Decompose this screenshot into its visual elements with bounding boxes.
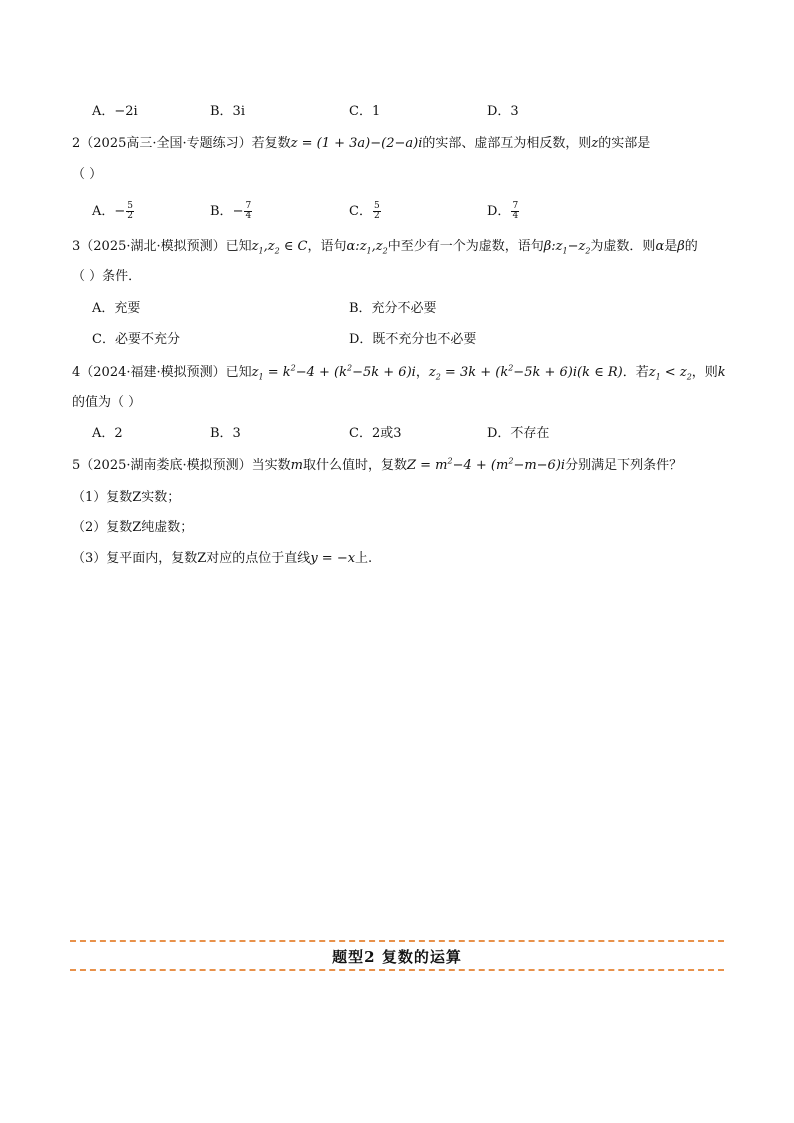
q3-text: 是: [664, 239, 678, 254]
q4-text: ，则: [691, 365, 718, 380]
q2-option-b: [210, 202, 253, 221]
q4-text: ．若: [622, 365, 649, 380]
q4-formula-ineq: $z_1 < z_2$: [648, 365, 692, 382]
q2-option-d: [487, 202, 520, 221]
q3-text: ，语句: [307, 239, 347, 254]
numerator: 7: [245, 201, 252, 211]
q4-option-b: B．3: [210, 426, 241, 441]
q4-stem: 4（2024·福建·模拟预测）已知$z_1 = k^2-4 + (k^2-5k + 6)i$，$z_2 = 3k + (k^2-5k + 6)i(k$ ∈ R)．若$z_1 < z_2$，则k: [72, 363, 726, 382]
q5-formula: $Z = m^2-4 + (m^2-m-6)i$: [406, 456, 566, 473]
math-var: β: [677, 239, 685, 254]
q3-stem: [72, 238, 698, 256]
q4-option-d: D．不存在: [487, 426, 550, 441]
q2-formula: z = (1 + 3a)−(2−a)i: [290, 136, 423, 151]
option-label: C．: [349, 204, 372, 219]
math-var: β:z: [543, 239, 563, 254]
q3-formula-1: $z_1,z_2$ ∈ C: [251, 239, 308, 256]
q3-text: 为虚数．则: [590, 239, 656, 254]
q4-formula-z2: $z_2 = 3k + (k^2-5k + 6)i(k$ ∈ R): [428, 363, 623, 382]
q2-source: 2（2025高三·全国·专题练习）: [72, 136, 252, 151]
q2-option-a: [92, 202, 135, 221]
q5-text: 取什么值时，复数: [302, 458, 407, 473]
q4-formula-z1: $z_1 = k^2-4 + (k^2-5k + 6)i$: [251, 363, 416, 382]
q3-text: 的: [684, 239, 698, 254]
q3-option-d: D．既不充分也不必要: [349, 332, 477, 347]
q5-sub-3: [72, 550, 372, 568]
q5-text: 当实数: [251, 458, 291, 473]
q3-option-a: A．充要: [92, 301, 141, 316]
q3-source: 3（2025·湖北·模拟预测）: [72, 239, 226, 254]
q3-option-b: B．充分不必要: [349, 301, 437, 316]
q5-sub-1: （1）复数Z实数；: [72, 490, 181, 505]
q1-option-c: C．1: [349, 104, 381, 119]
option-sign: −: [114, 204, 126, 219]
q2-stem-end: 的实部是: [598, 136, 651, 151]
option-label: D．: [487, 204, 511, 219]
q2-var: z: [591, 136, 599, 151]
fraction: [511, 202, 519, 221]
q1-option-b: B．3i: [210, 104, 245, 119]
fraction: [126, 202, 134, 221]
math-var: k: [717, 365, 726, 380]
q4-stem-line-2: 的值为（ ）: [72, 395, 142, 410]
q2-paren: （ ）: [72, 167, 103, 182]
q4-option-a: A．2: [92, 426, 123, 441]
q5-sub-3-text: （3）复平面内，复数Z对应的点位于直线: [72, 551, 311, 566]
section-divider-top: [70, 940, 724, 942]
q5-text: 分别满足下列条件？: [565, 458, 683, 473]
math-var: α: [655, 239, 665, 254]
numerator: 7: [512, 201, 519, 211]
q5-sub-3-formula: y = −x: [310, 551, 356, 566]
q4-option-c: C．2或3: [349, 426, 402, 441]
denominator: 2: [127, 211, 134, 221]
q1-option-d: D．3: [487, 104, 519, 119]
q2-stem-pre: 若复数: [251, 136, 291, 151]
q2-option-c: [349, 202, 382, 221]
q3-text: 已知: [225, 239, 252, 254]
q4-text: 已知: [225, 365, 252, 380]
math-var: m: [290, 458, 303, 473]
q2-stem: [72, 135, 650, 153]
denominator: 2: [373, 211, 380, 221]
denominator: 4: [512, 211, 519, 221]
q3-condition-line: （ ）条件．: [72, 269, 142, 284]
denominator: 4: [245, 211, 252, 221]
q5-sub-3-text: 上.: [355, 551, 373, 566]
fraction: [244, 202, 252, 221]
q1-option-a: A．−2i: [92, 104, 138, 119]
section-divider-bottom: [70, 969, 724, 971]
numerator: 5: [127, 201, 134, 211]
q3-formula-3: $\beta:z_1-z_2$: [543, 239, 591, 256]
q2-stem-post: 的实部、虚部互为相反数，则: [422, 136, 592, 151]
math-var: α:z: [346, 239, 367, 254]
fraction: [373, 202, 381, 221]
option-sign: −: [232, 204, 244, 219]
q3-option-c: C．必要不充分: [92, 332, 180, 347]
q5-sub-2: （2）复数Z纯虚数；: [72, 520, 194, 535]
option-label: A．: [92, 204, 115, 219]
q5-stem: [72, 457, 682, 475]
q5-source: 5（2025·湖南娄底·模拟预测）: [72, 458, 252, 473]
q4-source: 4（2024·福建·模拟预测）: [72, 365, 226, 380]
option-label: B．: [210, 204, 233, 219]
q3-text: 中至少有一个为虚数，语句: [387, 239, 544, 254]
math-var: z: [251, 239, 259, 254]
section-title: 题型2 复数的运算: [332, 948, 462, 966]
q3-formula-2: $\alpha:z_1,z_2$: [346, 239, 388, 256]
numerator: 5: [373, 201, 380, 211]
